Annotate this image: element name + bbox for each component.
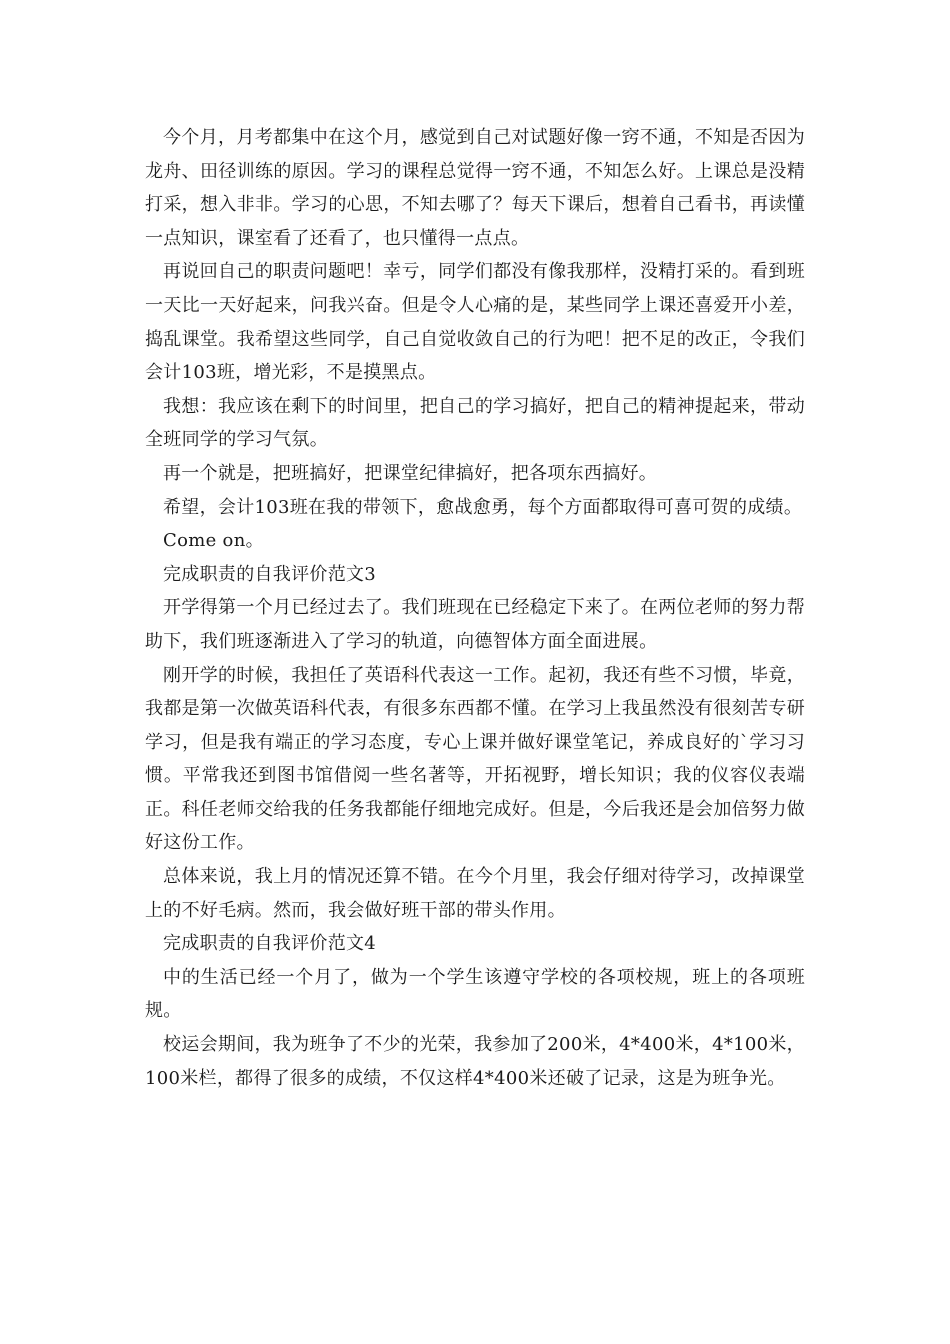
paragraph: 总体来说，我上月的情况还算不错。在今个月里，我会仔细对待学习，改掉课堂上的不好毛病。然而，我会做好班干部的带头作用。 [145, 866, 805, 921]
paragraph: 开学得第一个月已经过去了。我们班现在已经稳定下来了。在两位老师的努力帮助下，我们班逐渐进入了学习的轨道，向德智体方面全面进展。 [145, 597, 805, 652]
paragraph: 再说回自己的职责问题吧！幸亏，同学们都没有像我那样，没精打采的。看到班一天比一天好起来，问我兴奋。但是令人心痛的是，某些同学上课还喜爱开小差，捣乱课堂。我希望这些同学，自己自觉收敛自己的行为吧！把不足的改正，令我们会计103班，增光彩，不是摸黑点。 [145, 261, 805, 384]
section-heading: 完成职责的自我评价范文3 [163, 563, 377, 585]
paragraph: 刚开学的时候，我担任了英语科代表这一工作。起初，我还有些不习惯，毕竟，我都是第一次做英语科代表，有很多东西都不懂。在学习上我虽然没有很刻苦专研学习，但是我有端正的学习态度，专心上课并做好课堂笔记，养成良好的`学习习惯。平常我还到图书馆借阅一些名著等，开拓视野，增长知识；我的仪容仪表端正。科任老师交给我的任务我都能仔细地完成好。但是，今后我还是会加倍努力做好这份工作。 [145, 664, 805, 854]
paragraph: 中的生活已经一个月了，做为一个学生该遵守学校的各项校规，班上的各项班规。 [145, 966, 805, 1022]
paragraph: 再一个就是，把班搞好，把课堂纪律搞好，把各项东西搞好。 [163, 462, 658, 484]
paragraph: 我想：我应该在剩下的时间里，把自己的学习搞好，把自己的精神提起来，带动全班同学的学习气氛。 [145, 395, 805, 451]
paragraph: Come on。 [163, 530, 264, 552]
paragraph: 校运会期间，我为班争了不少的光荣，我参加了200米，4*400米，4*100米，100米栏，都得了很多的成绩，不仅这样4*400米还破了记录，这是为班争光。 [145, 1034, 805, 1089]
paragraph: 今个月，月考都集中在这个月，感觉到自己对试题好像一窍不通，不知是否因为龙舟、田径训练的原因。学习的课程总觉得一窍不通，不知怎么好。上课总是没精打采，想入非非。学习的心思，不知去哪了？每天下课后，想着自己看书，再读懂一点知识，课室看了还看了，也只懂得一点点。 [145, 127, 805, 249]
document-body [145, 121, 805, 1095]
section-heading: 完成职责的自我评价范文4 [163, 933, 377, 955]
paragraph: 希望，会计103班在我的带领下，愈战愈勇，每个方面都取得可喜可贺的成绩。 [163, 496, 803, 518]
